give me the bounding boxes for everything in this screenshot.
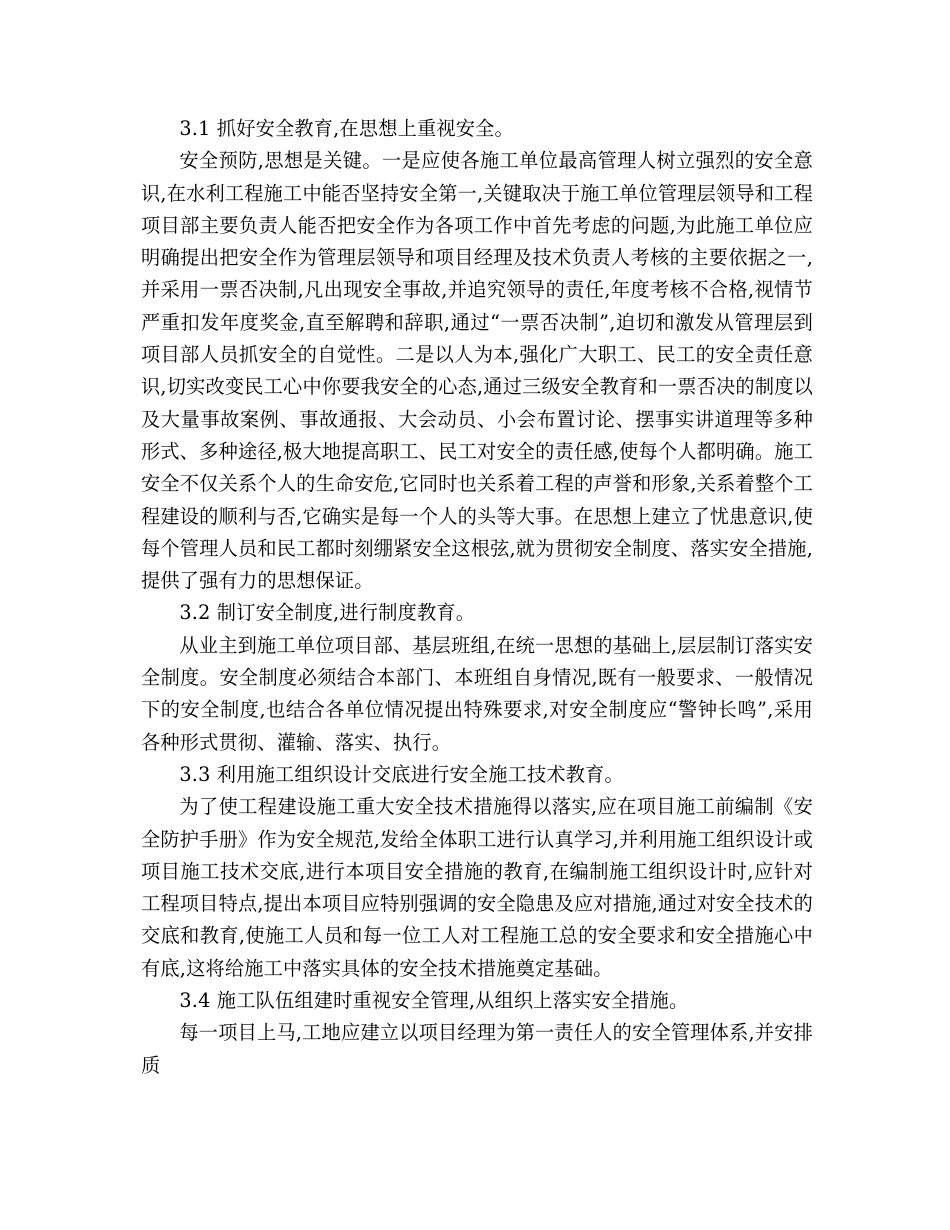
section-paragraph-3-1: 安全预防,思想是关键。一是应使各施工单位最高管理人树立强烈的安全意识,在水利工程施工中能否坚持安全第一,关键取决于施工单位管理层领导和工程项目部主要负责人能否把安全作为各项工作中首先考虑的问题,为此施工单位应明确提出把安全作为管理层领导和项目经理及技术负责人考核的主要依据之一,并采用一票否决制,凡出现安全事故,并追究领导的责任,年度考核不合格,视情节严重扣发年度奖金,直至解聘和辞职,通过“一票否决制”,迫切和激发从管理层到项目部人员抓安全的自觉性。二是以人为本,强化广大职工、民工的安全责任意识,切实改变民工心中你要我安全的心态,通过三级安全教育和一票否决的制度以及大量事故案例、事故通报、大会动员、小会布置讨论、摆事实讲道理等多种形式、多种途径,极大地提高职工、民工对安全的责任感,使每个人都明确。施工安全不仅关系个人的生命安危,它同时也关系着工程的声誉和形象,关系着整个工程建设的顺利与否,它确实是每一个人的头等大事。在思想上建立了忧患意识,使每个管理人员和民工都时刻绷紧安全这根弦,就为贯彻安全制度、落实安全措施,提供了强有力的思想保证。 — [141, 149, 813, 593]
section-paragraph-3-4: 每一项目上马,工地应建立以项目经理为第一责任人的安全管理体系,并安排质 — [141, 1021, 813, 1077]
section-heading-3-3: 3.3 利用施工组织设计交底进行安全施工技术教育。 — [179, 762, 624, 786]
document-body — [141, 113, 813, 1082]
section-paragraph-3-3: 为了使工程建设施工重大安全技术措施得以落实,应在项目施工前编制《安全防护手册》作为安全规范,发给全体职工进行认真学习,并利用施工组织设计或项目施工技术交底,进行本项目安全措施的教育,在编制施工组织设计时,应针对工程项目特点,提出本项目应特别强调的安全隐患及应对措施,通过对安全技术的交底和教育,使施工人员和每一位工人对工程施工总的安全要求和安全措施心中有底,这将给施工中落实具体的安全技术措施奠定基础。 — [141, 795, 813, 980]
section-heading-3-1: 3.1 抓好安全教育,在思想上重视安全。 — [179, 117, 514, 140]
section-heading-3-4: 3.4 施工队伍组建时重视安全管理,从组织上落实安全措施。 — [179, 989, 689, 1013]
section-paragraph-3-2: 从业主到施工单位项目部、基层班组,在统一思想的基础上,层层制订落实安全制度。安全制度必须结合本部门、本班组自身情况,既有一般要求、一般情况下的安全制度,也结合各单位情况提出特殊要求,对安全制度应“警钟长鸣”,采用各种形式贯彻、灌输、落实、执行。 — [141, 633, 813, 754]
section-heading-3-2: 3.2 制订安全制度,进行制度教育。 — [179, 601, 476, 625]
